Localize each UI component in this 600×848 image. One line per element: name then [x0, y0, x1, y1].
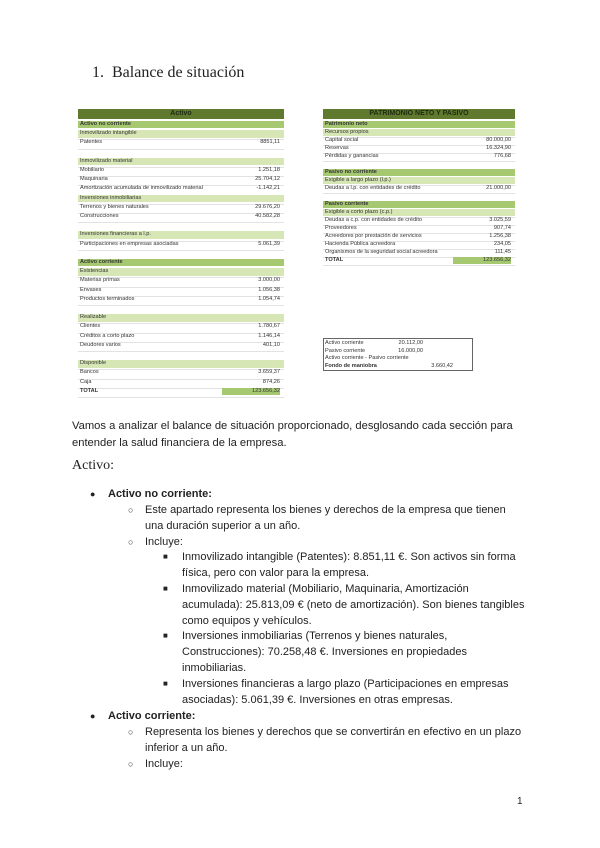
row-value: 123.656,32 [453, 257, 511, 264]
list-item-cont: Construcciones): 70.258,48 €. Inversiones en propiedades [182, 646, 467, 658]
list-item: Inmovilizado material (Mobiliario, Maquinaria, Amortización [182, 583, 469, 595]
row-label: TOTAL [80, 387, 99, 394]
row-label: Disponible [80, 360, 107, 367]
row-label: Exigible a largo plazo (l.p.) [325, 177, 391, 183]
row-label: Terrenos y bienes naturales [80, 203, 149, 210]
row-value: 3.025,59 [489, 217, 511, 223]
row-value: 3.000,00 [258, 277, 280, 284]
list-item: Representa los bienes y derechos que se convertirán en efectivo en un plazo [145, 726, 522, 738]
bullet-circle: ○ [128, 759, 134, 769]
row-label: Existencias [80, 268, 109, 275]
row-label: Hacienda Pública acreedora [325, 241, 396, 247]
page-number: 1 [517, 796, 523, 807]
list-item-cont: asociadas): 5.061,39 €. Inversiones en otras empresas. [182, 694, 453, 706]
grid-line [78, 351, 284, 352]
row-label: Activo no corriente [80, 121, 131, 127]
row-label: Deudas a c.p. con entidades de crédito [325, 217, 423, 223]
row-value: 123.656,32 [222, 388, 280, 395]
list-item-activo-no-corriente: Activo no corriente: [108, 488, 212, 500]
bullet-circle: ○ [128, 505, 134, 515]
balance-sheet-image [78, 107, 520, 399]
row-value: 874,26 [262, 378, 280, 385]
list-item: Este apartado representa los bienes y derechos de la empresa que tienen [145, 504, 506, 516]
bullet-square: ■ [163, 679, 168, 688]
row-value: 401,10 [262, 341, 280, 348]
row-value: 29.676,20 [255, 203, 280, 210]
list-item: Inversiones inmobiliarias (Terrenos y bienes naturales, [182, 630, 448, 642]
list-item: Incluye: [145, 758, 183, 770]
row-label: Patentes [80, 139, 103, 146]
row-value: 1.251,18 [258, 167, 280, 173]
grid-line [78, 222, 284, 223]
row-label: Créditos a corto plazo [80, 332, 135, 339]
row-value: 40.582,28 [255, 213, 280, 219]
row-label: Mobiliario [80, 167, 104, 173]
row-label: Bancos [80, 369, 99, 376]
row-label: Productos terminados [80, 295, 135, 302]
box-label: Activo corriente - Pasivo corriente [325, 355, 409, 362]
row-label: Deudas a l.p. con entidades de crédito [325, 185, 421, 191]
list-item-cont: física, pero con valor para la empresa. [182, 567, 370, 579]
list-item-cont: acumulada): 25.813,09 € (neto de amortización). Son bienes tangibles [182, 599, 525, 611]
row-label: Inmovilizado intangible [80, 130, 137, 137]
grid-line [78, 250, 284, 251]
row-label: Activo corriente [80, 259, 123, 265]
row-label: Inversiones financieras a l.p. [80, 231, 151, 238]
row-label: Patrimonio neto [325, 121, 368, 127]
row-label: Organismos de la seguridad social acreedora [325, 249, 438, 255]
row-value: 907,74 [493, 225, 511, 231]
row-value: 1.146,14 [258, 332, 280, 339]
grid-line [323, 161, 515, 162]
intro-paragraph: Vamos a analizar el balance de situación proporcionado, desglosando cada sección para entender la salud financiera de la empresa. [72, 420, 513, 449]
bullet-square: ■ [163, 552, 168, 561]
list-item-cont: como equipos y vehículos. [182, 615, 312, 627]
row-label: Pasivo corriente [325, 201, 369, 207]
box-label: Activo corriente [325, 340, 364, 346]
row-value: 111,45 [494, 249, 511, 255]
box-value: 3.660,42 [431, 362, 453, 369]
list-item-cont: una duración superior a un año. [145, 520, 301, 532]
row-label: TOTAL [325, 257, 344, 263]
row-label: Maquinaria [80, 176, 108, 183]
row-value: 1.780,67 [258, 323, 280, 330]
row-value: 1.256,38 [489, 233, 511, 239]
row-value: 21.000,00 [486, 185, 511, 191]
box-value: 16.000,00 [398, 347, 423, 354]
row-label: Pérdidas y ganancias [325, 153, 379, 159]
row-label: Materias primas [80, 277, 120, 284]
row-label: Participaciones en empresas asociadas [80, 240, 179, 247]
row-label: Caja [80, 378, 92, 385]
box-label: Pasivo corriente [325, 347, 366, 354]
grid-line [78, 397, 284, 398]
row-label: Reservas [325, 145, 349, 151]
row-label: Recursos propios [325, 129, 369, 135]
row-label: Amortización acumulada de inmovilizado material [80, 185, 203, 192]
row-background [78, 360, 284, 367]
row-background [78, 314, 284, 321]
bullet-circle: ○ [128, 727, 134, 737]
row-label: Inversiones inmobiliarias [80, 194, 142, 201]
bullet-circle: ○ [128, 537, 134, 547]
heading-title: Balance de situación [112, 64, 245, 81]
grid-line [323, 193, 515, 194]
row-label: Capital social [325, 137, 359, 143]
list-item: Incluye: [145, 536, 183, 548]
row-label: Clientes [80, 323, 101, 330]
activo-header: Activo [78, 109, 284, 119]
list-item: Inmovilizado intangible (Patentes): 8.851,11 €. Son activos sin forma [182, 551, 516, 563]
row-value: 25.704,12 [255, 176, 280, 183]
row-value: 1.054,74 [258, 295, 280, 302]
row-value: 3.659,37 [258, 369, 280, 376]
row-value: 1.056,38 [258, 286, 280, 293]
heading-number: 1. [92, 64, 104, 81]
row-label: Construcciones [80, 213, 119, 219]
row-value: 8851,11 [260, 139, 280, 146]
bullet-square: ■ [163, 584, 168, 593]
row-background [78, 268, 284, 275]
box-label: Fondo de maniobra [325, 362, 377, 369]
bullet-square: ■ [163, 631, 168, 640]
row-label: Acreedores por prestación de servicios [325, 233, 422, 239]
row-value: 16.324,90 [486, 145, 511, 151]
list-item-cont: inferior a un año. [145, 742, 228, 754]
section-heading [92, 64, 244, 82]
row-label: Inmovilizado material [80, 157, 133, 164]
row-label: Exigible a corto plazo (c.p.) [325, 209, 393, 215]
row-value: 80.000,00 [486, 137, 511, 143]
row-label: Proveedores [325, 225, 357, 231]
row-value: -1.142,21 [256, 185, 280, 192]
row-value: 234,05 [493, 241, 511, 247]
list-item: Inversiones financieras a largo plazo (Participaciones en empresas [182, 678, 509, 690]
row-label: Realizable [80, 314, 107, 321]
grid-line [78, 149, 284, 150]
pasivo-header: PATRIMONIO NETO Y PASIVO [323, 109, 515, 119]
row-value: 776,68 [493, 153, 511, 159]
bullet-disc: ● [90, 489, 96, 499]
grid-line [78, 305, 284, 306]
grid-line [323, 265, 515, 266]
row-label: Deudores varios [80, 341, 121, 348]
list-item-cont: inmobiliarias. [182, 662, 247, 674]
row-label: Envases [80, 286, 102, 293]
activo-title: Activo: [72, 458, 114, 473]
list-item-activo-corriente: Activo corriente: [108, 710, 196, 722]
row-label: Pasivo no corriente [325, 169, 377, 175]
box-value: 20.112,00 [398, 340, 423, 346]
bullet-disc: ● [90, 711, 96, 721]
row-value: 5.061,39 [258, 240, 280, 247]
